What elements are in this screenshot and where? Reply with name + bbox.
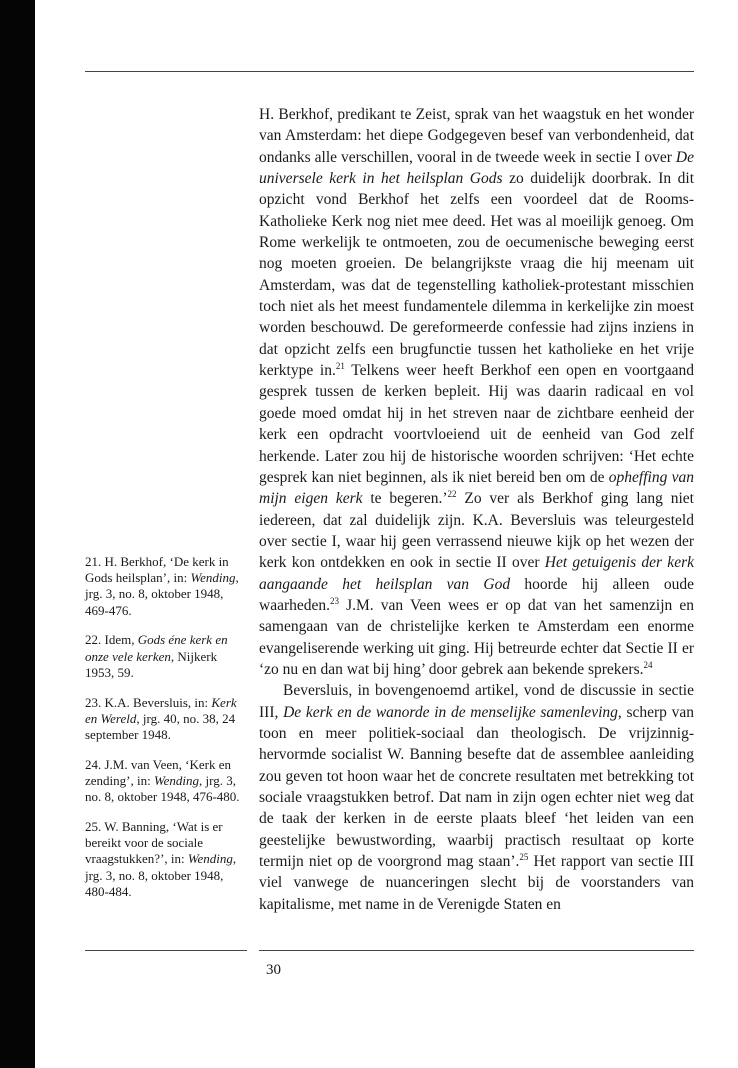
footnote-23 [85,695,247,744]
footnotes [85,554,247,914]
italic-phrase: opheffing van mijn eigen kerk [259,468,695,508]
footnote-text: 22. Idem, [85,632,138,648]
footnote-text: 24. J.M. van Veen, ‘Kerk en zending’, in: [85,756,231,789]
text-run: J.M. van Veen wees er op dat van het samenzijn en samengaan van de christelijke kerken te Amsterdam een enorme evangeliserende werking uit ging. Hij betreurde echter dat Sectie II er ‘zo nu en dan wat bij hing’ door gebrek aan bekende sprekers. [259,596,694,678]
footnote-text: , jrg. 3, no. 8, oktober 1948, 476-480. [85,773,240,805]
text-run: zo duidelijk doorbrak. In dit opzicht vond Berkhof het zelfs een voordeel dat de Rooms-Katholieke Kerk nog niet mee deed. Het was al moeilijk genoeg. Om Rome werkelijk te ontmoeten, zou de oecumenische beweging eerst nog moeten groeien. De belangrijkste vraag die hij meenam uit Amsterdam, was dat de tegenstelling katholiek-protestant misschien toch niet als het meest fundamentele dilemma in kerkelijke zin moest worden beschouwd. De gereformeerde confessie had zijns inziens in dat opzicht zelfs een brugfunctie tussen het katholieke en het vrije kerktype in. [259,170,695,380]
italic-title: De kerk en de wanorde in de menselijke samenleving [283,703,618,721]
footnote-text: 23. K.A. Beversluis, in: [85,694,212,710]
italic-title: De universele kerk in het heilsplan Gods [259,148,694,188]
footnote-italic: Wending [190,570,236,586]
text-run: te begeren.’ [362,490,448,508]
footnote-text: , jrg. 40, no. 38, 24 september 1948. [85,710,236,743]
bottom-rule [259,950,694,951]
footnote-rule [85,950,247,951]
text-run: , scherp van toon en meer politiek-sociaal dan theologisch. De vrijzinnig-hervormde socialist W. Banning besefte dat de assemblee aanleiding zou geven tot hoon waar het de concrete resultaten met betrekking tot sociale vraagstukken betrof. Dat nam in zijn ogen echter niet weg dat de taak der kerken in de eerste plaats bleef ‘het leiden van een geestelijke bewustwording, waarbij practisch resultaat op korte termijn niet op de voorgrond mag staan’. [259,703,694,871]
footnote-ref-22[interactable]: 22 [447,489,457,500]
text-run: Zo ver als Berkhof ging lang niet iedereen, dat zal duidelijk zijn. K.A. Beversluis was teleurgesteld over sectie I, waar hij geen verrassend nieuwe kijk op het wezen der kerk kon ontdekken en ook in sectie II over [259,490,694,572]
footnote-text: , jrg. 3, no. 8, oktober 1948, 480-484. [85,851,237,899]
footnote-text: , Nijkerk 1953, 59. [85,648,218,680]
paragraph-1 [259,104,694,680]
footnote-text: 25. W. Banning, ‘Wat is er bereikt voor de sociale vraagstukken?’, in: [85,819,223,867]
top-rule [85,71,694,72]
italic-title: Het getuigenis der kerk aangaande het heilsplan van God [259,554,694,593]
footnote-ref-24[interactable]: 24 [643,659,653,670]
paragraph-2 [259,680,694,915]
body-text [259,104,694,915]
footnote-24 [85,757,247,806]
footnote-text: , jrg. 3, no. 8, oktober 1948, 469-476. [85,570,239,618]
footnote-italic: Wending [153,773,199,789]
footnote-italic: Kerk en Wereld [85,694,237,726]
footnote-text: 21. H. Berkhof, ‘De kerk in Gods heilsplan’, in: [85,554,229,586]
footnote-italic: Gods éne kerk en onze vele kerken [85,632,228,664]
footnote-ref-23[interactable]: 23 [330,595,339,606]
footnote-italic: Wending [187,851,233,867]
text-run: Beversluis, in bovengenoemd artikel, vond de discussie in sectie III, [259,682,694,721]
footnote-21 [85,554,247,619]
page-number: 30 [266,962,281,978]
text-run: Het rapport van sectie III viel vanwege de nuanceringen slecht bij de voorstanders van kapitalisme, met name in de Verenigde Staten en [259,853,694,913]
scan-edge [0,0,35,1068]
text-run: hoorde hij alleen oude waarheden. [259,575,694,614]
text-run: Telkens weer heeft Berkhof een open en voortgaand gesprek tussen de kerken bepleit. Hij was daarin radicaal en vol goede moed omdat hij in het streven naar de zichtbare eenheid der kerk een opdracht voortvloeiend uit de eenheid van God zelf herkende. Later zou hij de historische woorden schrijven: ‘Het echte gesprek kan niet beginnen, als ik niet bereid ben om de [259,362,694,486]
text-run: H. Berkhof, predikant te Zeist, sprak van het waagstuk en het wonder van Amsterdam: het diepe Godgegeven besef van verbondenheid, dat ondanks alle verschillen, vooral in de tweede week in sectie I over [259,106,694,166]
footnote-ref-21[interactable]: 21 [335,361,345,372]
footnote-22 [85,632,247,681]
footnote-ref-25[interactable]: 25 [519,852,529,863]
footnote-25 [85,819,247,900]
